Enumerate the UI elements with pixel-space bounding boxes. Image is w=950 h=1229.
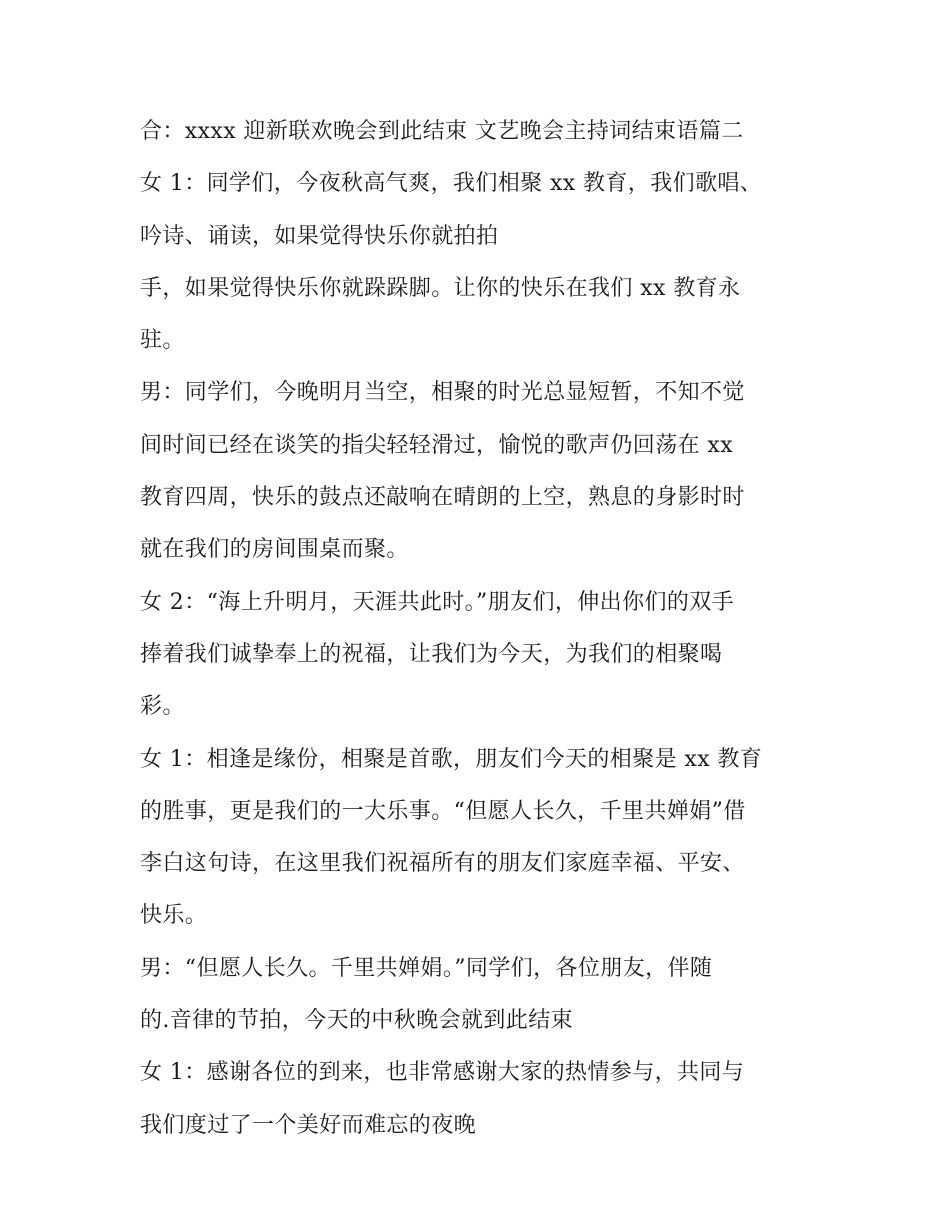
- text-line: 的胜事，更是我们的一大乐事。“但愿人长久，千里共婵娟”借: [140, 798, 746, 824]
- text-line: 教育四周，快乐的鼓点还敲响在晴朗的上空，熟息的身影时时: [140, 485, 745, 511]
- text-line: 我们度过了一个美好而难忘的夜晚: [140, 1112, 477, 1138]
- document-body: [140, 106, 830, 1152]
- text-line: 间时间已经在谈笑的指尖轻轻滑过，愉悦的歌声仍回荡在 xx: [140, 432, 734, 458]
- text-line: 捧着我们诚挚奉上的祝福，让我们为今天，为我们的相聚喝: [140, 641, 723, 667]
- text-line: 女 1：相逢是缘份，相聚是首歌，朋友们今天的相聚是 xx 教育: [140, 746, 763, 772]
- text-line: 合：xxxx 迎新联欢晚会到此结束 文艺晚会主持词结束语篇二: [140, 119, 744, 144]
- text-line: 女 1：感谢各位的到来，也非常感谢大家的热情参与，共同与: [140, 1060, 745, 1086]
- text-line: 手，如果觉得快乐你就跺跺脚。让你的快乐在我们 xx 教育永: [140, 275, 741, 301]
- text-line: 驻。: [140, 328, 185, 354]
- text-line: 李白这句诗，在这里我们祝福所有的朋友们家庭幸福、平安、: [140, 851, 745, 877]
- text-line: 女 2：“海上升明月，天涯共此时。”朋友们，伸出你们的双手: [140, 589, 735, 615]
- text-line: 吟诗、诵读，如果觉得快乐你就拍拍: [140, 223, 499, 249]
- text-line: 女 1：同学们，今夜秋高气爽，我们相聚 xx 教育，我们歌唱、: [140, 171, 763, 197]
- text-line: 彩。: [140, 694, 185, 720]
- text-line: 快乐。: [140, 903, 208, 929]
- text-line: 男：“但愿人长久。千里共婵娟。”同学们，各位朋友，伴随: [140, 955, 713, 981]
- text-line: 就在我们的房间围桌而聚。: [140, 537, 409, 563]
- text-line: 男：同学们，今晚明月当空，相聚的时光总显短暂，不知不觉: [140, 380, 745, 406]
- text-line: 的.音律的节拍，今天的中秋晚会就到此结束: [140, 1008, 573, 1034]
